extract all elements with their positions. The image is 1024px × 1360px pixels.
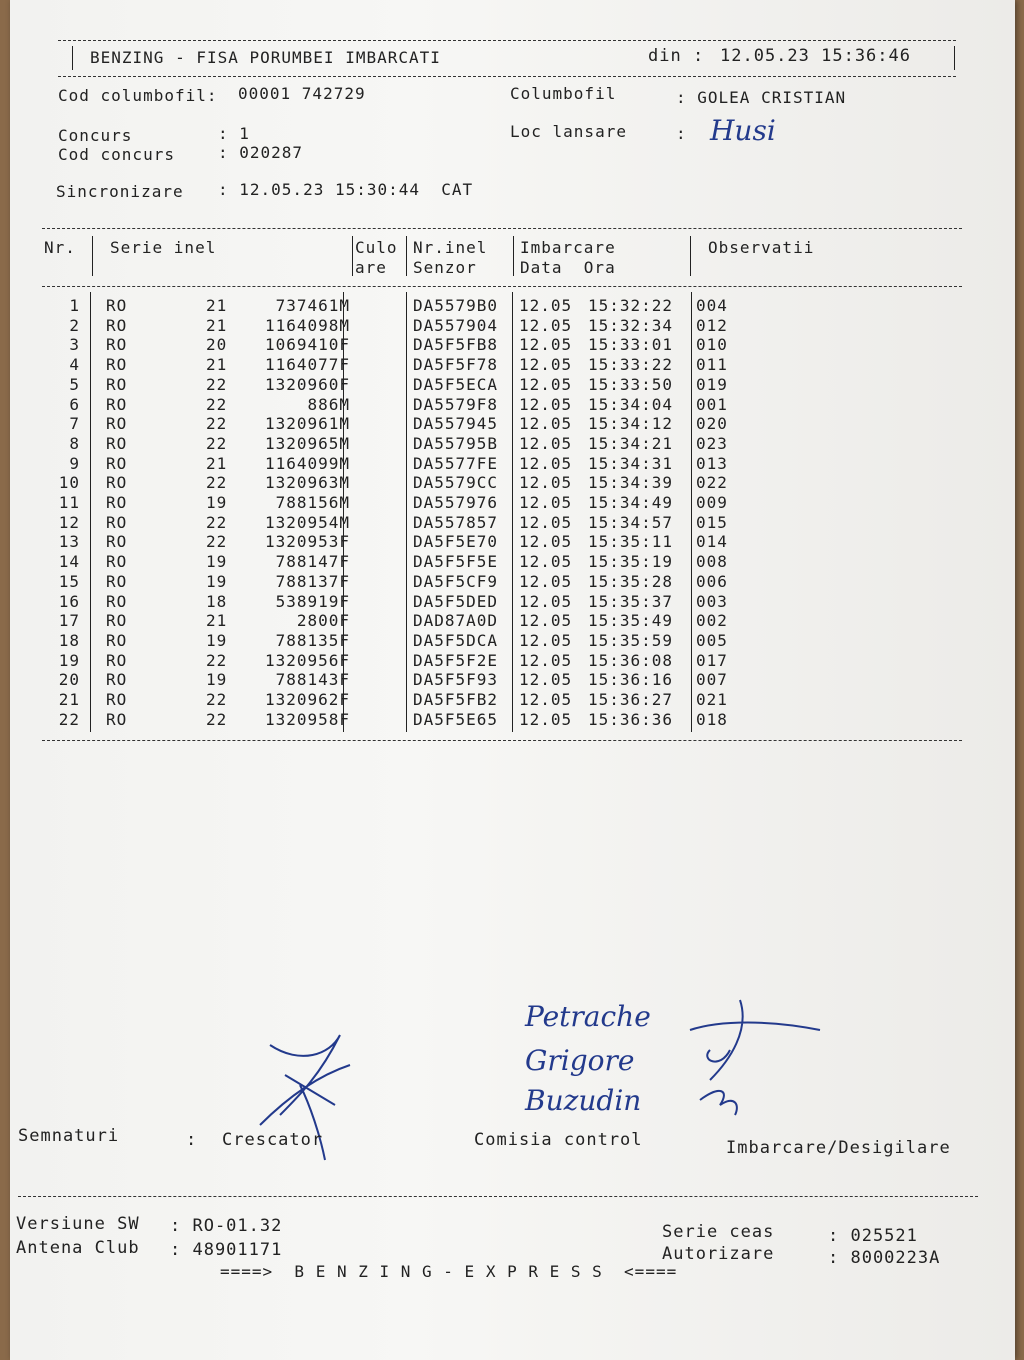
- row-ring-number: 1320961M: [264, 414, 350, 434]
- row-sensor: DA5F5F5E: [413, 552, 499, 572]
- row-ring-number: 1320958F: [264, 709, 350, 729]
- col-header-culoare-2: are: [355, 258, 387, 277]
- row-ring-number: 1320960F: [264, 374, 350, 394]
- row-sensor: DA5F5CF9: [413, 571, 499, 591]
- row-sensor: DA5F5F78: [413, 355, 499, 375]
- row-time: 15:32:34: [588, 315, 674, 335]
- table-row: [10, 296, 1015, 316]
- row-year: 19: [206, 493, 228, 512]
- row-nr: 17: [58, 611, 80, 631]
- row-observatii: 012: [696, 315, 728, 335]
- col-header-nr: Nr.: [44, 238, 76, 257]
- table-row: [10, 513, 1015, 533]
- row-time: 15:35:11: [588, 532, 674, 552]
- row-sensor: DA5F5DED: [413, 591, 499, 611]
- row-nr: 9: [69, 453, 80, 473]
- row-time: 15:33:22: [588, 355, 674, 375]
- row-observatii: 006: [696, 571, 728, 591]
- row-date: 12.05: [519, 394, 573, 414]
- row-sensor: DA5F5DCA: [413, 630, 499, 650]
- row-observatii: 021: [696, 690, 728, 709]
- table-row: [10, 592, 1015, 612]
- table-row: [10, 414, 1015, 434]
- row-country: RO: [106, 709, 128, 729]
- row-observatii: 009: [696, 493, 728, 512]
- row-country: RO: [106, 394, 128, 414]
- divider: [954, 46, 955, 70]
- row-ring-number: 737461M: [275, 296, 350, 315]
- row-nr: 16: [58, 591, 80, 611]
- row-observatii: 011: [696, 355, 728, 375]
- row-year: 21: [206, 355, 228, 375]
- row-ring-number: 1069410F: [264, 335, 350, 355]
- row-year: 22: [206, 433, 228, 453]
- cod-columbofil-label: Cod columbofil:: [58, 86, 229, 105]
- row-nr: 15: [58, 571, 80, 591]
- row-observatii: 002: [696, 611, 728, 631]
- row-time: 15:34:39: [588, 473, 674, 493]
- row-observatii: 018: [696, 709, 728, 729]
- table-row: [10, 552, 1015, 572]
- row-nr: 22: [58, 709, 80, 729]
- row-ring-number: 538919F: [275, 591, 350, 611]
- row-date: 12.05: [519, 374, 573, 394]
- row-country: RO: [106, 512, 128, 532]
- table-row: [10, 355, 1015, 375]
- row-sensor: DA5F5F2E: [413, 650, 499, 670]
- row-ring-number: 1164077F: [264, 355, 350, 375]
- row-observatii: 001: [696, 394, 728, 414]
- row-time: 15:35:49: [588, 611, 674, 631]
- col-separator: [92, 236, 93, 276]
- table-row: [10, 572, 1015, 592]
- col-header-data-ora: Data Ora: [520, 258, 616, 277]
- row-year: 19: [206, 571, 228, 591]
- col-separator: [352, 236, 353, 276]
- row-time: 15:36:27: [588, 690, 674, 709]
- col-header-imbarcare: Imbarcare: [520, 238, 616, 257]
- row-year: 18: [206, 591, 228, 611]
- row-country: RO: [106, 315, 128, 335]
- table-row: [10, 493, 1015, 513]
- row-country: RO: [106, 335, 128, 355]
- table-row: [10, 631, 1015, 651]
- table-row: [10, 710, 1015, 730]
- row-ring-number: 788143F: [275, 670, 350, 690]
- table-row: [10, 434, 1015, 454]
- table-row: [10, 335, 1015, 355]
- semnaturi-sep: :: [186, 1130, 198, 1150]
- row-time: 15:34:12: [588, 414, 674, 434]
- row-country: RO: [106, 374, 128, 394]
- versiune-label: Versiune SW: [16, 1214, 140, 1234]
- sincronizare-label: Sincronizare: [56, 182, 184, 201]
- row-year: 21: [206, 296, 228, 315]
- row-observatii: 014: [696, 532, 728, 552]
- row-nr: 4: [69, 355, 80, 375]
- row-ring-number: 1320963M: [264, 473, 350, 493]
- row-time: 15:32:22: [588, 296, 674, 315]
- row-nr: 8: [69, 433, 80, 453]
- table-bottom-border: [42, 740, 962, 741]
- signature-name-1: Petrache: [525, 1000, 651, 1033]
- semnaturi-label: Semnaturi: [18, 1126, 120, 1146]
- row-date: 12.05: [519, 552, 573, 572]
- row-country: RO: [106, 453, 128, 473]
- row-date: 12.05: [519, 414, 573, 434]
- row-time: 15:35:59: [588, 630, 674, 650]
- row-time: 15:33:01: [588, 335, 674, 355]
- row-date: 12.05: [519, 532, 573, 552]
- row-country: RO: [106, 650, 128, 670]
- table-row: [10, 473, 1015, 493]
- footer-divider: [18, 1196, 978, 1197]
- row-time: 15:34:31: [588, 453, 674, 473]
- row-year: 22: [206, 650, 228, 670]
- row-time: 15:34:49: [588, 493, 674, 512]
- row-observatii: 017: [696, 650, 728, 670]
- row-sensor: DA557857: [413, 512, 499, 532]
- table-row: [10, 454, 1015, 474]
- row-time: 15:34:21: [588, 433, 674, 453]
- row-observatii: 004: [696, 296, 728, 315]
- cod-concurs-value: : 020287: [218, 143, 304, 162]
- row-country: RO: [106, 473, 128, 493]
- row-observatii: 005: [696, 630, 728, 650]
- row-year: 22: [206, 473, 228, 493]
- autorizare-value: : 8000223A: [828, 1248, 941, 1268]
- divider: [58, 76, 956, 77]
- row-year: 20: [206, 335, 228, 355]
- row-date: 12.05: [519, 512, 573, 532]
- row-ring-number: 1320956F: [264, 650, 350, 670]
- row-date: 12.05: [519, 630, 573, 650]
- serie-ceas-value: : 025521: [828, 1226, 918, 1246]
- row-date: 12.05: [519, 571, 573, 591]
- table-row: [10, 532, 1015, 552]
- row-nr: 18: [58, 630, 80, 650]
- table-row: [10, 690, 1015, 710]
- divider: [58, 40, 956, 41]
- row-time: 15:34:57: [588, 512, 674, 532]
- row-time: 15:36:08: [588, 650, 674, 670]
- row-observatii: 022: [696, 473, 728, 493]
- row-nr: 12: [58, 512, 80, 532]
- row-sensor: DAD87A0D: [413, 611, 499, 631]
- row-observatii: 019: [696, 374, 728, 394]
- row-year: 22: [206, 690, 228, 709]
- loc-lansare-handwritten: Husi: [710, 114, 776, 147]
- row-year: 22: [206, 374, 228, 394]
- col-separator: [406, 236, 407, 276]
- row-country: RO: [106, 670, 128, 690]
- row-date: 12.05: [519, 611, 573, 631]
- receipt-paper: [10, 0, 1015, 1360]
- row-sensor: DA5579F8: [413, 394, 499, 414]
- row-sensor: DA5F5ECA: [413, 374, 499, 394]
- row-date: 12.05: [519, 433, 573, 453]
- row-nr: 1: [69, 296, 80, 315]
- row-country: RO: [106, 552, 128, 572]
- row-date: 12.05: [519, 670, 573, 690]
- col-separator: [513, 236, 514, 276]
- row-ring-number: 1320953F: [264, 532, 350, 552]
- row-observatii: 008: [696, 552, 728, 572]
- table-top-border: [42, 228, 962, 229]
- row-time: 15:35:37: [588, 591, 674, 611]
- row-country: RO: [106, 414, 128, 434]
- row-country: RO: [106, 630, 128, 650]
- row-country: RO: [106, 532, 128, 552]
- comisia-signature-icon: [680, 990, 830, 1120]
- row-sensor: DA5579CC: [413, 473, 499, 493]
- col-separator: [690, 236, 691, 276]
- row-sensor: DA557976: [413, 493, 499, 512]
- columbofil-label: Columbofil: [510, 84, 617, 103]
- row-ring-number: 1320962F: [264, 690, 350, 709]
- imbarcare-desigilare-label: Imbarcare/Desigilare: [726, 1138, 951, 1158]
- row-nr: 21: [58, 690, 80, 709]
- row-ring-number: 1320965M: [264, 433, 350, 453]
- autorizare-label: Autorizare: [662, 1244, 775, 1264]
- row-time: 15:35:19: [588, 552, 674, 572]
- row-nr: 10: [58, 473, 80, 493]
- row-nr: 11: [58, 493, 80, 512]
- print-date-value: 12.05.23 15:36:46: [720, 46, 911, 66]
- row-nr: 6: [69, 394, 80, 414]
- print-date-label: din :: [648, 46, 716, 66]
- row-date: 12.05: [519, 453, 573, 473]
- row-observatii: 007: [696, 670, 728, 690]
- row-year: 21: [206, 611, 228, 631]
- row-year: 19: [206, 630, 228, 650]
- row-country: RO: [106, 571, 128, 591]
- serie-ceas-label: Serie ceas: [662, 1222, 775, 1242]
- row-date: 12.05: [519, 315, 573, 335]
- table-header-border: [42, 286, 962, 287]
- loc-lansare-label: Loc lansare: [510, 122, 627, 141]
- table-row: [10, 395, 1015, 415]
- row-sensor: DA5F5F93: [413, 670, 499, 690]
- table-row: [10, 611, 1015, 631]
- versiune-value: : RO-01.32: [170, 1216, 283, 1236]
- col-header-serie: Serie inel: [110, 238, 217, 257]
- row-nr: 5: [69, 374, 80, 394]
- row-year: 22: [206, 532, 228, 552]
- table-row: [10, 375, 1015, 395]
- antena-label: Antena Club: [16, 1238, 140, 1258]
- row-date: 12.05: [519, 296, 573, 315]
- signature-name-3: Buzudin: [525, 1084, 642, 1117]
- row-date: 12.05: [519, 473, 573, 493]
- row-nr: 14: [58, 552, 80, 572]
- col-header-senzor: Senzor: [413, 258, 477, 277]
- row-nr: 13: [58, 532, 80, 552]
- row-observatii: 023: [696, 433, 728, 453]
- row-date: 12.05: [519, 335, 573, 355]
- row-year: 19: [206, 670, 228, 690]
- row-time: 15:33:50: [588, 374, 674, 394]
- row-ring-number: 788135F: [275, 630, 350, 650]
- row-sensor: DA557945: [413, 414, 499, 434]
- row-ring-number: 886M: [307, 394, 350, 414]
- row-observatii: 020: [696, 414, 728, 434]
- row-country: RO: [106, 296, 128, 315]
- row-ring-number: 788156M: [275, 493, 350, 512]
- row-year: 22: [206, 394, 228, 414]
- row-year: 22: [206, 414, 228, 434]
- row-sensor: DA5F5FB8: [413, 335, 499, 355]
- row-date: 12.05: [519, 650, 573, 670]
- concurs-label: Concurs: [58, 126, 133, 145]
- row-country: RO: [106, 611, 128, 631]
- columbofil-value: : GOLEA CRISTIAN: [676, 88, 847, 107]
- row-date: 12.05: [519, 709, 573, 729]
- cod-columbofil-value: 00001 742729: [238, 84, 366, 103]
- col-header-observatii: Observatii: [708, 238, 815, 257]
- row-ring-number: 2800F: [296, 611, 350, 631]
- row-country: RO: [106, 493, 128, 512]
- row-nr: 20: [58, 670, 80, 690]
- row-year: 22: [206, 512, 228, 532]
- row-time: 15:36:36: [588, 709, 674, 729]
- row-sensor: DA5F5E65: [413, 709, 499, 729]
- row-sensor: DA5F5FB2: [413, 690, 499, 709]
- row-observatii: 010: [696, 335, 728, 355]
- sincronizare-value: : 12.05.23 15:30:44 CAT: [218, 180, 474, 199]
- row-sensor: DA557904: [413, 315, 499, 335]
- row-date: 12.05: [519, 690, 573, 709]
- comisia-control-label: Comisia control: [474, 1130, 643, 1150]
- col-header-nrinel: Nr.inel: [413, 238, 488, 257]
- col-header-culoare: Culo: [355, 238, 398, 257]
- cod-concurs-label: Cod concurs: [58, 145, 175, 164]
- row-ring-number: 1164099M: [264, 453, 350, 473]
- row-country: RO: [106, 690, 128, 709]
- row-time: 15:35:28: [588, 571, 674, 591]
- concurs-value: : 1: [218, 124, 250, 143]
- row-nr: 7: [69, 414, 80, 434]
- row-year: 21: [206, 315, 228, 335]
- row-sensor: DA5F5E70: [413, 532, 499, 552]
- table-row: [10, 670, 1015, 690]
- document-title: BENZING - FISA PORUMBEI IMBARCATI: [90, 48, 441, 67]
- table-row: [10, 316, 1015, 336]
- row-date: 12.05: [519, 493, 573, 512]
- crescator-label: Crescator: [222, 1130, 324, 1150]
- row-country: RO: [106, 355, 128, 375]
- row-nr: 3: [69, 335, 80, 355]
- row-sensor: DA5579B0: [413, 296, 499, 315]
- loc-lansare-sep: :: [676, 124, 687, 143]
- row-country: RO: [106, 591, 128, 611]
- divider: [72, 46, 73, 70]
- row-sensor: DA55795B: [413, 433, 499, 453]
- row-ring-number: 1164098M: [264, 315, 350, 335]
- row-nr: 19: [58, 650, 80, 670]
- row-observatii: 013: [696, 453, 728, 473]
- table-row: [10, 651, 1015, 671]
- row-ring-number: 788147F: [275, 552, 350, 572]
- brand-footer: ====> B E N Z I N G - E X P R E S S <====: [220, 1262, 678, 1281]
- row-date: 12.05: [519, 355, 573, 375]
- row-sensor: DA5577FE: [413, 453, 499, 473]
- row-time: 15:36:16: [588, 670, 674, 690]
- row-date: 12.05: [519, 591, 573, 611]
- row-observatii: 015: [696, 512, 728, 532]
- signature-name-2: Grigore: [525, 1044, 635, 1077]
- row-country: RO: [106, 433, 128, 453]
- row-ring-number: 1320954M: [264, 512, 350, 532]
- row-nr: 2: [69, 315, 80, 335]
- antena-value: : 48901171: [170, 1240, 283, 1260]
- row-observatii: 003: [696, 591, 728, 611]
- row-year: 21: [206, 453, 228, 473]
- row-year: 22: [206, 709, 228, 729]
- row-ring-number: 788137F: [275, 571, 350, 591]
- row-year: 19: [206, 552, 228, 572]
- row-time: 15:34:04: [588, 394, 674, 414]
